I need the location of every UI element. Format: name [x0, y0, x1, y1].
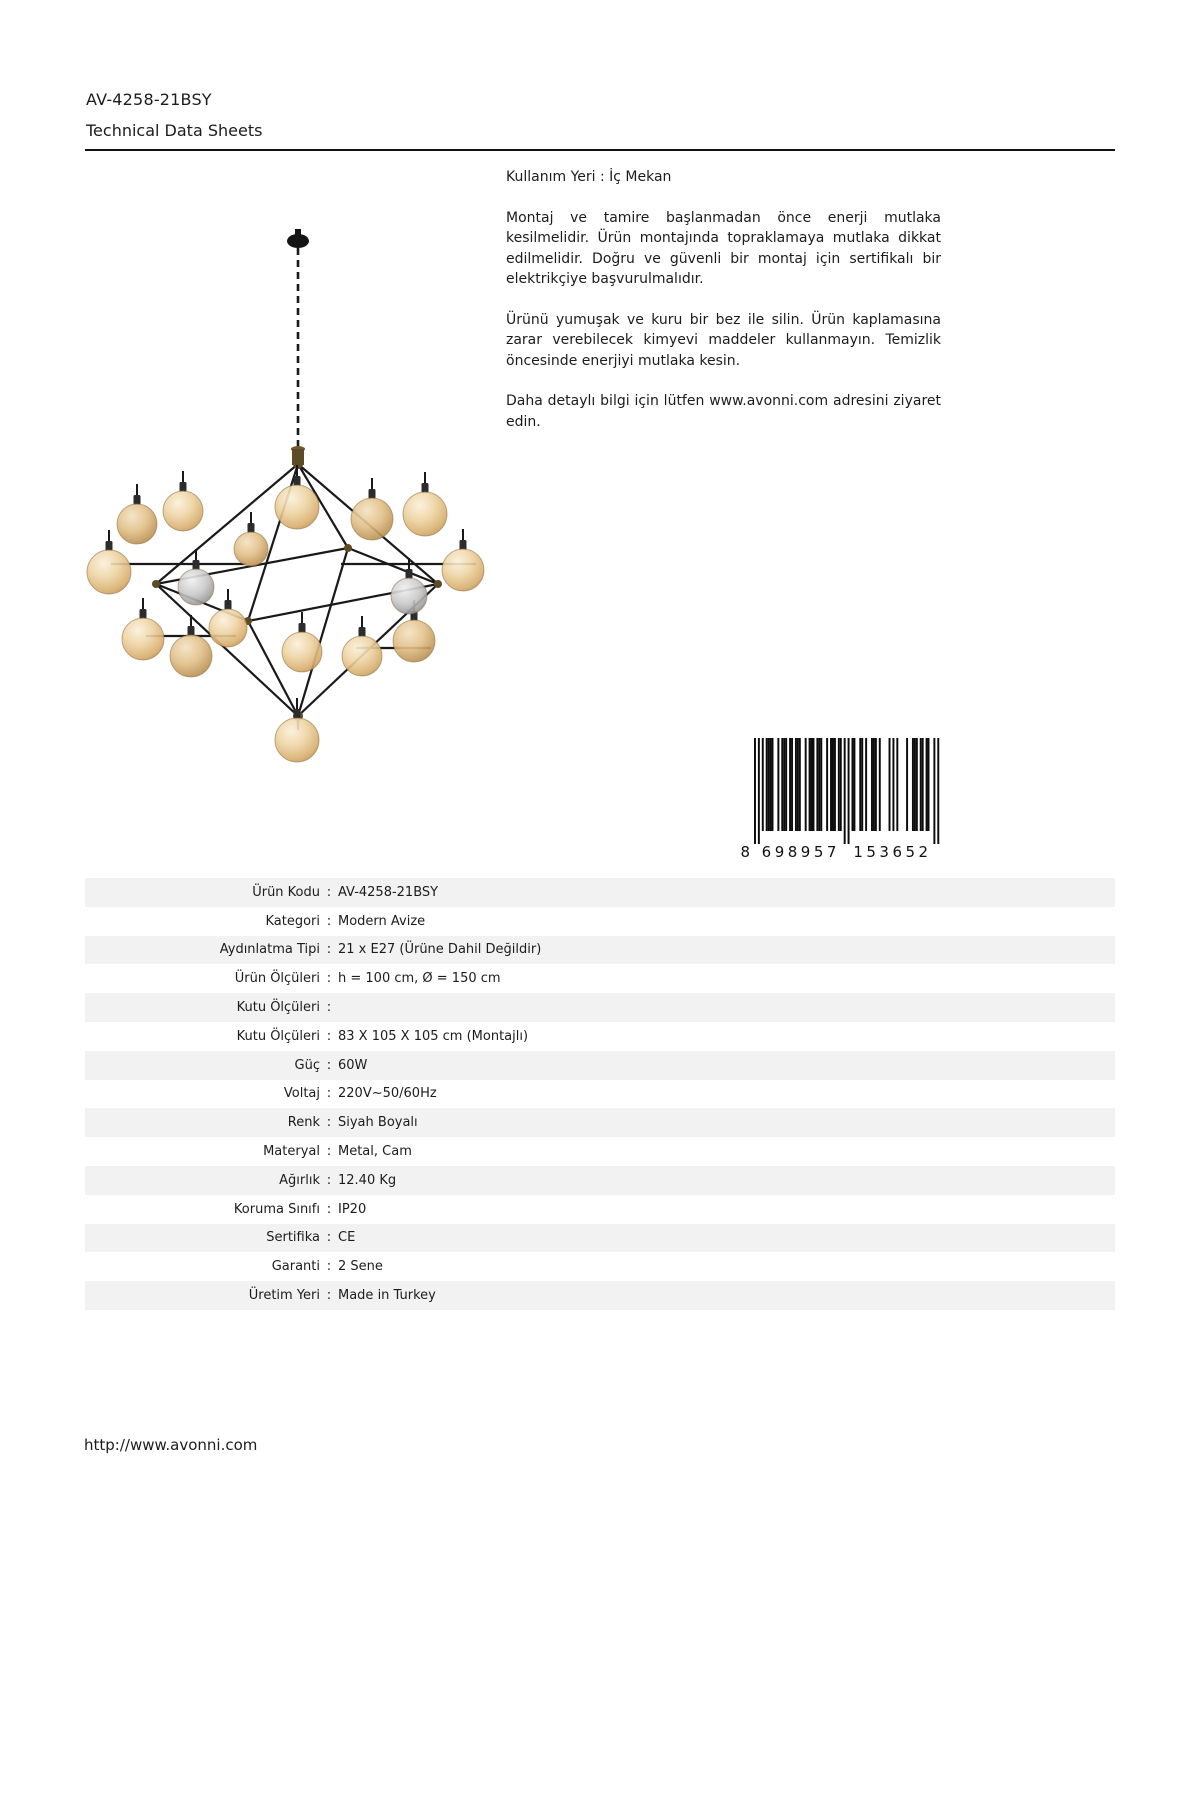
- spec-row: [85, 878, 1115, 907]
- spec-colon: :: [326, 942, 332, 958]
- spec-label: Materyal: [263, 1144, 320, 1160]
- spec-row: [85, 1166, 1115, 1195]
- spec-label: Aydınlatma Tipi: [219, 942, 320, 958]
- specs-table: [85, 878, 1115, 1310]
- spec-value: 83 X 105 X 105 cm (Montajlı): [338, 1028, 529, 1044]
- barcode-digits-left: 698957: [761, 843, 840, 861]
- spec-row: [85, 1051, 1115, 1080]
- glass-globe: [275, 718, 319, 762]
- spec-row: [85, 1108, 1115, 1137]
- spec-row: [85, 936, 1115, 965]
- spec-value: IP20: [338, 1201, 367, 1217]
- spec-label: Voltaj: [283, 1086, 320, 1102]
- spec-value: Siyah Boyalı: [338, 1115, 418, 1131]
- glass-globe: [178, 569, 214, 605]
- chandelier-illustration: [86, 196, 500, 768]
- product-code: AV-4258-21BSY: [86, 90, 212, 109]
- usage-line: Kullanım Yeri : İç Mekan: [506, 169, 672, 185]
- spec-value: Metal, Cam: [338, 1144, 412, 1160]
- spec-label: Ürün Kodu: [252, 884, 320, 900]
- spec-value: AV-4258-21BSY: [338, 884, 439, 900]
- spec-label: Ürün Ölçüleri: [234, 971, 320, 987]
- spec-label: Koruma Sınıfı: [233, 1201, 320, 1217]
- ceiling-canopy: [287, 234, 309, 248]
- barcode-digits-right: 153652: [853, 843, 932, 861]
- spec-value: h = 100 cm, Ø = 150 cm: [338, 971, 501, 987]
- spec-colon: :: [326, 1028, 332, 1044]
- spec-row: [85, 1252, 1115, 1281]
- ean13-barcode: [740, 736, 942, 862]
- spec-colon: :: [326, 913, 332, 929]
- spec-value: 220V~50/60Hz: [338, 1086, 437, 1102]
- glass-globe: [442, 549, 484, 591]
- spec-label: Kutu Ölçüleri: [236, 1000, 320, 1016]
- spec-colon: :: [326, 1230, 332, 1246]
- spec-value: Made in Turkey: [338, 1288, 436, 1304]
- info-paragraph-safety: Montaj ve tamire başlanmadan önce enerji mutlaka kesilmelidir. Ürün montajında topraklamaya mutlaka dikkat edilmelidir. Doğru ve güvenli bir montaj için sertifikalı bir elektrikçiye başvurulmalıdır.: [506, 209, 941, 287]
- spec-row: [85, 907, 1115, 936]
- spec-value: 21 x E27 (Ürüne Dahil Değildir): [338, 942, 542, 958]
- glass-globe: [163, 491, 203, 531]
- glass-globe: [209, 609, 247, 647]
- glass-globe: [393, 620, 435, 662]
- spec-value: 2 Sene: [338, 1259, 383, 1275]
- glass-globe: [275, 485, 319, 529]
- spec-row: [85, 993, 1115, 1022]
- spec-colon: :: [326, 1057, 332, 1073]
- spec-colon: :: [326, 1288, 332, 1304]
- glass-globe: [403, 492, 447, 536]
- spec-colon: :: [326, 1144, 332, 1160]
- header-divider: [85, 149, 1115, 151]
- glass-globe: [391, 578, 427, 614]
- spec-label: Üretim Yeri: [248, 1288, 320, 1304]
- spec-colon: :: [326, 1086, 332, 1102]
- spec-colon: :: [326, 1115, 332, 1131]
- spec-row: [85, 1224, 1115, 1253]
- spec-colon: :: [326, 1000, 332, 1016]
- spec-label: Güç: [294, 1057, 320, 1073]
- info-paragraph-cleaning: Ürünü yumuşak ve kuru bir bez ile silin. Ürün kaplamasına zarar verebilecek kimyevi maddeler kullanmayın. Temizlik öncesinde enerjiyi mutlaka kesin.: [506, 311, 941, 369]
- glass-globe: [170, 635, 212, 677]
- spec-label: Kutu Ölçüleri: [236, 1028, 320, 1044]
- spec-label: Ağırlık: [279, 1172, 320, 1188]
- barcode-digit-first: 8: [740, 843, 750, 861]
- glass-globe: [87, 550, 131, 594]
- glass-globe: [117, 504, 157, 544]
- glass-globe: [122, 618, 164, 660]
- spec-label: Sertifika: [266, 1230, 320, 1246]
- spec-row: [85, 1022, 1115, 1051]
- glass-globe: [351, 498, 393, 540]
- glass-globe: [342, 636, 382, 676]
- spec-value: Modern Avize: [338, 913, 426, 929]
- spec-row: [85, 964, 1115, 993]
- info-text-block: [506, 167, 941, 452]
- spec-row: [85, 1281, 1115, 1310]
- doc-title: Technical Data Sheets: [86, 121, 263, 140]
- spec-value: 12.40 Kg: [338, 1172, 397, 1188]
- spec-label: Garanti: [271, 1259, 320, 1275]
- spec-label: Renk: [287, 1115, 320, 1131]
- spec-colon: :: [326, 1259, 332, 1275]
- spec-colon: :: [326, 1201, 332, 1217]
- spec-value: 60W: [338, 1057, 368, 1073]
- spec-row: [85, 1137, 1115, 1166]
- spec-label: Kategori: [265, 913, 320, 929]
- glass-globe: [234, 532, 268, 566]
- spec-row: [85, 1080, 1115, 1109]
- info-paragraph-website: Daha detaylı bilgi için lütfen www.avonni.com adresini ziyaret edin.: [506, 393, 941, 430]
- spec-row: [85, 1195, 1115, 1224]
- glass-globe: [282, 632, 322, 672]
- spec-colon: :: [326, 1172, 332, 1188]
- spec-value: CE: [338, 1230, 356, 1246]
- footer-url[interactable]: http://www.avonni.com: [84, 1436, 258, 1454]
- spec-colon: :: [326, 884, 332, 900]
- spec-colon: :: [326, 971, 332, 987]
